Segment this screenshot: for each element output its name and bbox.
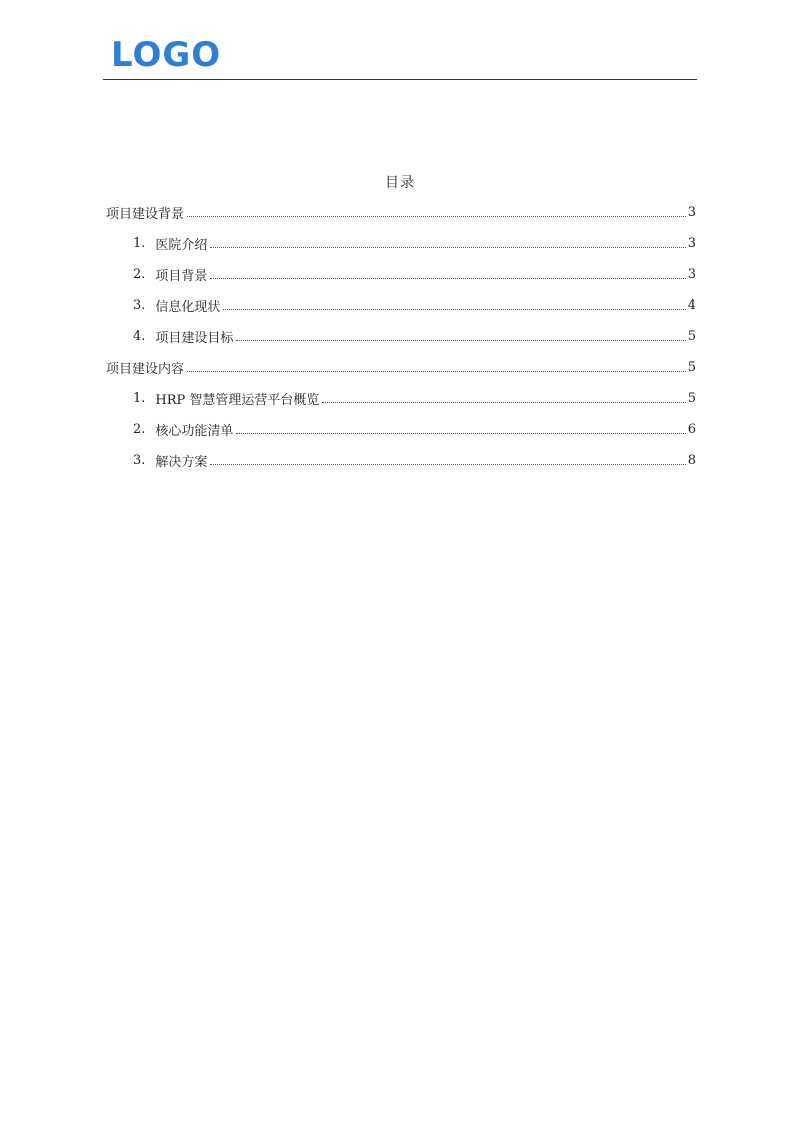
- toc-leader-dots: [210, 464, 685, 465]
- toc-entry-page: 5: [687, 329, 696, 344]
- toc-entry-label: 医院介绍: [155, 238, 208, 253]
- toc-title: 目录: [385, 175, 415, 191]
- header-divider: [103, 79, 697, 80]
- logo-text: LOGO: [111, 36, 221, 70]
- toc-entry-number: 2.: [133, 422, 146, 437]
- toc-entry-label: 项目背景: [155, 269, 208, 284]
- toc-leader-dots: [187, 216, 686, 217]
- toc-entry-page: 8: [687, 453, 696, 468]
- toc-leader-dots: [210, 247, 685, 248]
- toc-entry[interactable]: [106, 197, 696, 228]
- toc-entry-label: 核心功能清单: [155, 424, 234, 439]
- toc-entry[interactable]: [106, 228, 696, 259]
- toc-entry-label: 解决方案: [155, 455, 208, 470]
- toc-leader-dots: [236, 340, 685, 341]
- toc-leader-dots: [322, 402, 685, 403]
- toc-entry-label: 项目建设目标: [155, 331, 234, 346]
- toc-entry[interactable]: [106, 383, 696, 414]
- toc-entry-number: 1.: [133, 391, 146, 406]
- table-of-contents: [106, 197, 696, 476]
- toc-entry[interactable]: [106, 290, 696, 321]
- toc-leader-dots: [210, 278, 685, 279]
- toc-leader-dots: [236, 433, 685, 434]
- toc-entry[interactable]: [106, 259, 696, 290]
- toc-entry-label: 项目建设背景: [106, 207, 185, 222]
- toc-entry-number: 1.: [133, 236, 146, 251]
- toc-entry-number: 4.: [133, 329, 146, 344]
- toc-entry-page: 3: [687, 236, 696, 251]
- toc-entry-page: 5: [687, 391, 696, 406]
- toc-entry[interactable]: [106, 445, 696, 476]
- toc-entry-label: HRP 智慧管理运营平台概览: [155, 393, 320, 408]
- toc-entry-page: 3: [687, 267, 696, 282]
- toc-entry-number: 2.: [133, 267, 146, 282]
- toc-entry[interactable]: [106, 352, 696, 383]
- toc-entry-page: 5: [687, 360, 696, 375]
- toc-entry-page: 4: [687, 298, 696, 313]
- toc-entry-number: 3.: [133, 298, 146, 313]
- logo: [111, 36, 221, 70]
- toc-entry[interactable]: [106, 414, 696, 445]
- toc-entry-number: 3.: [133, 453, 146, 468]
- toc-entry-page: 3: [687, 205, 696, 220]
- toc-entry-page: 6: [687, 422, 696, 437]
- toc-leader-dots: [223, 309, 685, 310]
- toc-entry[interactable]: [106, 321, 696, 352]
- toc-entry-label: 项目建设内容: [106, 362, 185, 377]
- toc-leader-dots: [187, 371, 686, 372]
- page-header: [103, 30, 697, 80]
- toc-entry-label: 信息化现状: [155, 300, 221, 315]
